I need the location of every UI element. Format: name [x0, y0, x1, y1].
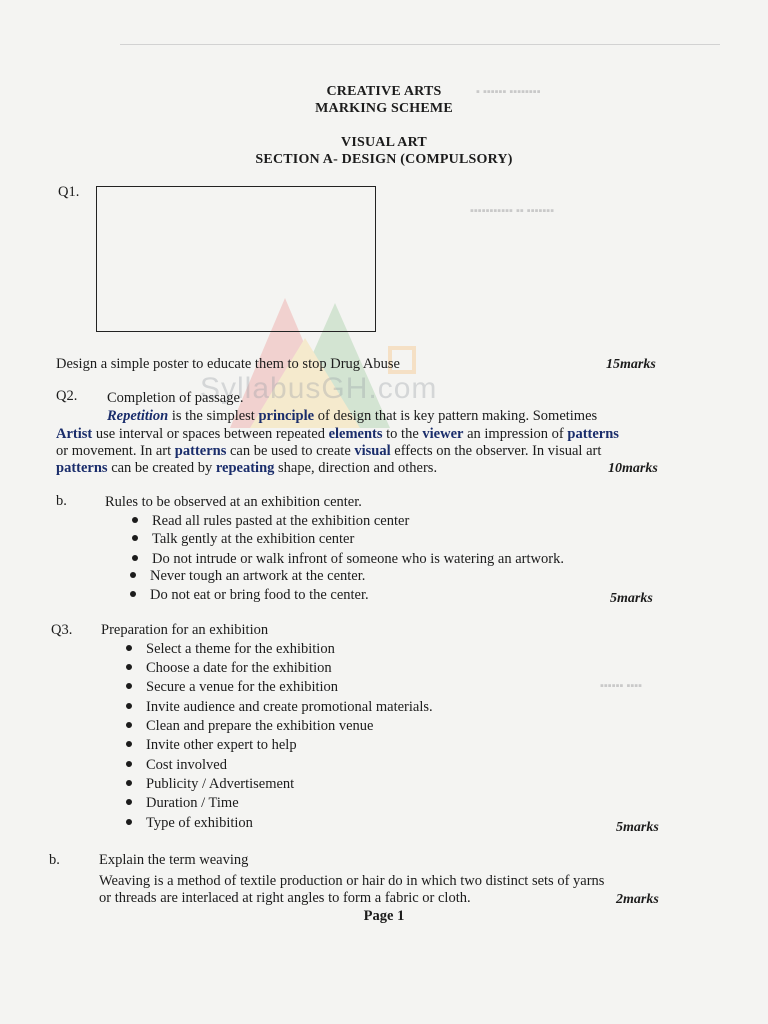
bullet-icon: [132, 517, 138, 523]
watermark-text: SyllabusGH.com: [200, 372, 438, 405]
list-item: Select a theme for the exhibition: [126, 641, 335, 658]
bullet-icon: [132, 555, 138, 561]
q2b-title: Rules to be observed at an exhibition center.: [105, 494, 362, 510]
q2-passage-line-2: Artist use interval or spaces between repeated elements to the viewer an impression of patterns: [56, 426, 619, 442]
bullet-icon: [126, 819, 132, 825]
list-item: Secure a venue for the exhibition: [126, 679, 338, 696]
bullet-icon: [132, 535, 138, 541]
section-heading: SECTION A- DESIGN (COMPULSORY): [255, 152, 513, 167]
q1-label: Q1.: [58, 184, 80, 200]
bullet-icon: [126, 664, 132, 670]
q2b-marks: 5marks: [610, 591, 653, 606]
bleed-through-text: ▪ ▪▪▪▪▪▪ ▪▪▪▪▪▪▪▪: [476, 86, 541, 98]
document-title: CREATIVE ARTS: [326, 84, 442, 99]
q3b-answer-line-2: or threads are interlaced at right angles to form a fabric or cloth.: [99, 890, 471, 906]
bullet-icon: [130, 572, 136, 578]
q3-marks: 5marks: [616, 820, 659, 835]
bullet-icon: [126, 761, 132, 767]
q3b-marks: 2marks: [616, 892, 659, 907]
list-item: Cost involved: [126, 757, 227, 774]
bleed-through-text: ▪▪▪▪▪▪▪▪▪▪▪ ▪▪ ▪▪▪▪▪▪▪: [470, 205, 555, 217]
q2b-label: b.: [56, 493, 67, 509]
q3-title: Preparation for an exhibition: [101, 622, 269, 638]
q3b-label: b.: [49, 852, 60, 868]
list-item: Never tough an artwork at the center.: [130, 568, 365, 585]
q3b-answer-line-1: Weaving is a method of textile production or hair do in which two distinct sets of yarns: [99, 873, 605, 889]
q1-prompt: Design a simple poster to educate them to stop Drug Abuse: [56, 356, 400, 372]
bullet-icon: [126, 722, 132, 728]
bleed-through-text: ▪▪▪▪▪▪ ▪▪▪▪: [600, 680, 643, 692]
section-subject: VISUAL ART: [341, 135, 427, 150]
bullet-icon: [126, 683, 132, 689]
list-item: Publicity / Advertisement: [126, 776, 294, 793]
list-item: Do not intrude or walk infront of someone who is watering an artwork.: [132, 551, 564, 568]
list-item: Read all rules pasted at the exhibition center: [132, 513, 409, 530]
bullet-icon: [126, 799, 132, 805]
list-item: Invite audience and create promotional materials.: [126, 699, 433, 716]
bullet-icon: [126, 703, 132, 709]
list-item: Choose a date for the exhibition: [126, 660, 332, 677]
q1-marks: 15marks: [606, 357, 656, 372]
list-item: Do not eat or bring food to the center.: [130, 587, 369, 604]
list-item: Type of exhibition: [126, 815, 253, 832]
q2-label: Q2.: [56, 388, 78, 404]
q2-title: Completion of passage.: [107, 390, 244, 406]
list-item: Duration / Time: [126, 795, 239, 812]
q2-passage-line-4: patterns can be created by repeating shape, direction and others.: [56, 460, 438, 476]
q2-passage-line-3: or movement. In art patterns can be used to create visual effects on the observer. In visual art: [56, 443, 602, 459]
bullet-icon: [126, 780, 132, 786]
q3-label: Q3.: [51, 622, 73, 638]
document-subtitle: MARKING SCHEME: [315, 101, 453, 116]
bullet-icon: [126, 645, 132, 651]
page-number: Page 1: [363, 908, 405, 924]
q2-marks: 10marks: [608, 461, 658, 476]
bullet-icon: [130, 591, 136, 597]
list-item: Talk gently at the exhibition center: [132, 531, 354, 548]
q2-passage-line-1: Repetition is the simplest principle of design that is key pattern making. Sometimes: [107, 408, 598, 424]
q3b-title: Explain the term weaving: [99, 852, 249, 868]
bullet-icon: [126, 741, 132, 747]
list-item: Invite other expert to help: [126, 737, 297, 754]
list-item: Clean and prepare the exhibition venue: [126, 718, 373, 735]
poster-answer-box: [96, 186, 376, 332]
top-rule: [120, 44, 720, 45]
